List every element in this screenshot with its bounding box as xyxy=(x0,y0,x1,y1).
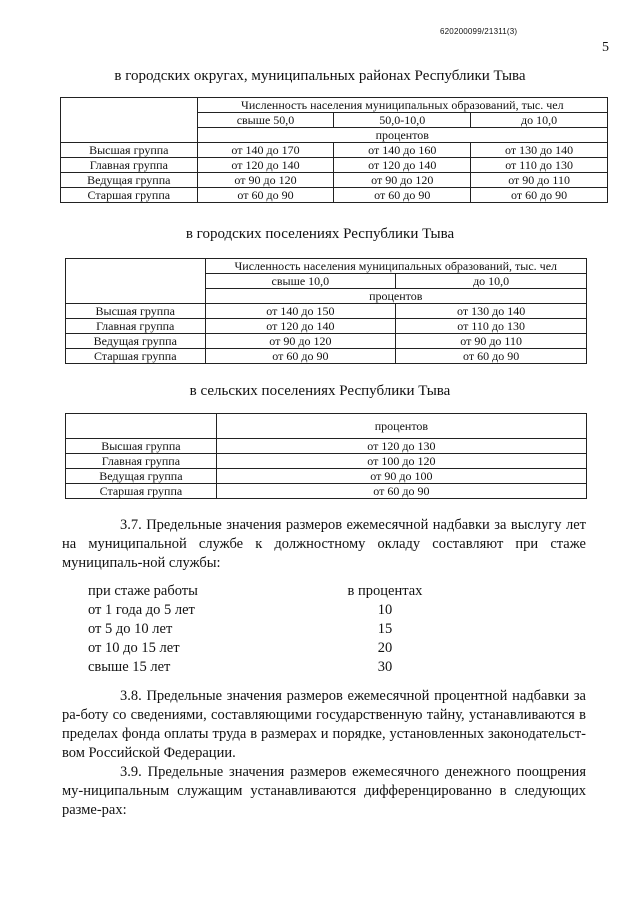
table-row xyxy=(66,454,587,469)
group-label: Старшая группа xyxy=(66,349,206,364)
table-row xyxy=(61,158,608,173)
group-label: Главная группа xyxy=(66,319,206,334)
list-item xyxy=(88,639,518,658)
percent-col-header: в процентах xyxy=(347,583,423,599)
table-cell: от 90 до 110 xyxy=(396,334,587,349)
seniority-list xyxy=(88,582,518,677)
population-header: Численность населения муниципальных образований, тыс. чел xyxy=(205,259,587,274)
group-label: Ведущая группа xyxy=(66,334,206,349)
doc-number: 620200099/21311(3) xyxy=(440,27,518,36)
group-label: Ведущая группа xyxy=(66,469,217,484)
list-item xyxy=(88,658,518,677)
paragraph-3-9: 3.9. Предельные значения размеров ежемесячного денежного поощрения му-ниципальным служащим устанавливаются дифференцированно в следующих разме-рах: xyxy=(62,764,586,818)
table-cell: от 140 до 150 xyxy=(205,304,396,319)
table-cell: от 110 до 130 xyxy=(471,158,608,173)
table-cell: от 90 до 100 xyxy=(216,469,586,484)
table-row xyxy=(61,188,608,203)
table-cell: от 120 до 140 xyxy=(334,158,471,173)
group-label: Главная группа xyxy=(66,454,217,469)
table-row xyxy=(66,334,587,349)
table-cell: от 60 до 90 xyxy=(471,188,608,203)
table-cell: от 120 до 140 xyxy=(205,319,396,334)
section3-heading: в сельских поселениях Республики Тыва xyxy=(189,383,451,399)
seniority-period: от 10 до 15 лет xyxy=(88,640,180,656)
table-row xyxy=(66,484,587,499)
population-header: Численность населения муниципальных образований, тыс. чел xyxy=(197,98,607,113)
corner-cell xyxy=(66,414,217,439)
seniority-percent: 20 xyxy=(377,640,393,656)
table-cell: от 60 до 90 xyxy=(216,484,586,499)
table-row xyxy=(61,143,608,158)
paragraph-3-8: 3.8. Предельные значения размеров ежемесячной процентной надбавки за ра-боту со сведениями, составляющими государственную тайну, устанавливаются в пределах фонда оплаты труда в размерах и порядке, установленных законодательст-вом Российской Федерации. xyxy=(62,688,586,761)
group-label: Высшая группа xyxy=(66,439,217,454)
column-header: до 10,0 xyxy=(396,274,587,289)
table-cell: от 60 до 90 xyxy=(334,188,471,203)
group-label: Ведущая группа xyxy=(61,173,198,188)
table-row xyxy=(61,173,608,188)
corner-cell xyxy=(61,98,198,143)
page-number: 5 xyxy=(602,40,609,55)
list-item xyxy=(88,601,518,620)
table-cell: от 90 до 120 xyxy=(334,173,471,188)
table-cell: от 60 до 90 xyxy=(197,188,334,203)
column-header: 50,0-10,0 xyxy=(334,113,471,128)
seniority-percent: 30 xyxy=(377,659,393,675)
table-cell: от 130 до 140 xyxy=(396,304,587,319)
table-cell: от 60 до 90 xyxy=(396,349,587,364)
seniority-header-row xyxy=(88,582,518,601)
table-cell: от 90 до 120 xyxy=(205,334,396,349)
seniority-percent: 10 xyxy=(377,602,393,618)
group-label: Старшая группа xyxy=(66,484,217,499)
section2-heading: в городских поселениях Республики Тыва xyxy=(185,226,455,242)
seniority-period: свыше 15 лет xyxy=(88,659,171,675)
unit-header: процентов xyxy=(205,289,587,304)
group-label: Старшая группа xyxy=(61,188,198,203)
table-row xyxy=(66,349,587,364)
table-row xyxy=(66,304,587,319)
table-cell: от 120 до 140 xyxy=(197,158,334,173)
table-cell: от 140 до 170 xyxy=(197,143,334,158)
table-cell: от 90 до 110 xyxy=(471,173,608,188)
table-cell: от 110 до 130 xyxy=(396,319,587,334)
table-cell: от 60 до 90 xyxy=(205,349,396,364)
table-cell: от 90 до 120 xyxy=(197,173,334,188)
section3-table xyxy=(65,413,587,499)
section2-table xyxy=(65,258,587,364)
table-row xyxy=(66,469,587,484)
group-label: Высшая группа xyxy=(66,304,206,319)
seniority-period: от 1 года до 5 лет xyxy=(88,602,195,618)
corner-cell xyxy=(66,259,206,304)
seniority-period: от 5 до 10 лет xyxy=(88,621,173,637)
seniority-col-header: при стаже работы xyxy=(88,583,198,599)
unit-header: процентов xyxy=(197,128,607,143)
column-header: до 10,0 xyxy=(471,113,608,128)
unit-header: процентов xyxy=(216,414,586,439)
column-header: свыше 50,0 xyxy=(197,113,334,128)
group-label: Высшая группа xyxy=(61,143,198,158)
table-cell: от 130 до 140 xyxy=(471,143,608,158)
table-row xyxy=(66,319,587,334)
paragraph-3-7: 3.7. Предельные значения размеров ежемесячной надбавки за выслугу лет на муниципальной службе к должностному окладу составляют при стаже муниципаль-ной службы: xyxy=(62,517,586,571)
table-cell: от 120 до 130 xyxy=(216,439,586,454)
group-label: Главная группа xyxy=(61,158,198,173)
section1-heading: в городских округах, муниципальных районах Республики Тыва xyxy=(114,68,526,84)
table-row xyxy=(66,439,587,454)
seniority-percent: 15 xyxy=(377,621,393,637)
section1-table xyxy=(60,97,608,203)
table-cell: от 140 до 160 xyxy=(334,143,471,158)
list-item xyxy=(88,620,518,639)
column-header: свыше 10,0 xyxy=(205,274,396,289)
table-cell: от 100 до 120 xyxy=(216,454,586,469)
